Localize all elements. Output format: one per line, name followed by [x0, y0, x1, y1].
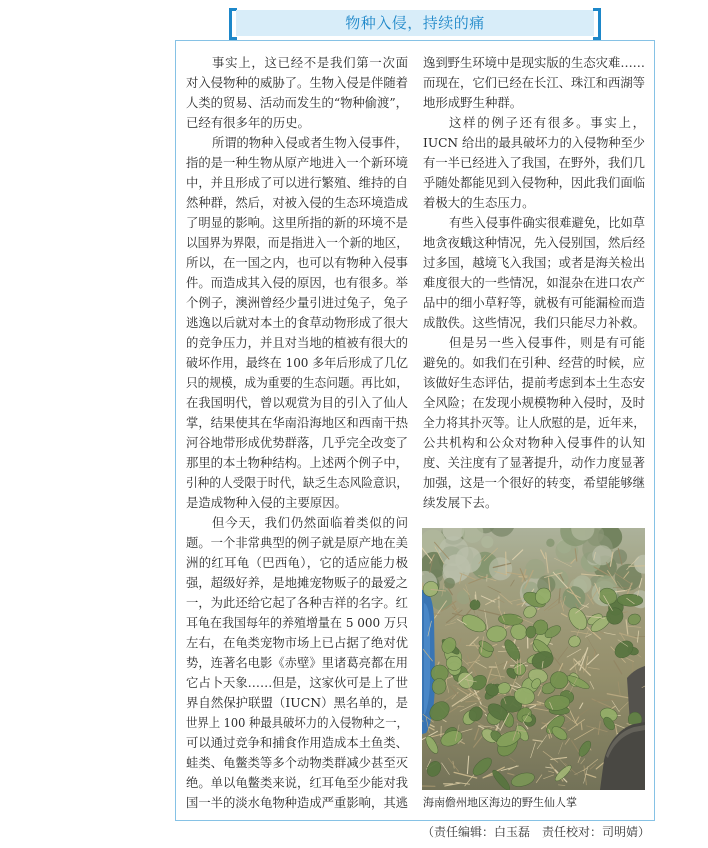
text-line — [423, 333, 645, 353]
text-line-content: 已经有很多年的历史。 — [186, 115, 310, 130]
text-line — [423, 473, 645, 493]
text-line — [186, 113, 408, 133]
text-line-content: 界自然保护联盟（IUCN）黑名单的，是 — [186, 695, 409, 710]
text-line-content: 洲的红耳龟（巴西龟），它的适应能力极 — [186, 555, 409, 570]
text-line-content: 蛙类、龟鳖类等多个动物类群减少甚至灭 — [186, 755, 408, 770]
text-line-content: 所谓的物种入侵或者生物入侵事件， — [212, 135, 408, 150]
text-line-content: 这样的例子还有很多。事实上， — [449, 115, 647, 130]
text-line-content: 可以通过竞争和捕食作用造成本土鱼类、 — [186, 735, 408, 750]
text-line-content: 是造成物种入侵的主要原因。 — [186, 495, 348, 510]
text-line — [186, 173, 408, 193]
text-line — [186, 293, 408, 313]
text-line-content: 国一半的淡水龟物种造成严重影响，其逃 — [186, 795, 408, 810]
text-line — [186, 213, 408, 233]
article-column-left — [186, 53, 408, 813]
text-line-content: 掌，结果使其在华南沿海地区和西南干热 — [186, 415, 408, 430]
paragraph — [423, 333, 645, 513]
text-line-content: 世界上 100 种最具破坏力的入侵物种之一， — [186, 715, 408, 730]
text-line — [423, 273, 645, 293]
text-line-content: 成散佚。这些情况，我们只能尽力补救。 — [423, 315, 645, 330]
text-line-content: 那里的本土物种结构。上述两个例子中， — [186, 455, 408, 470]
text-line — [186, 433, 408, 453]
text-line — [186, 693, 408, 713]
text-line — [186, 133, 408, 153]
text-line-content: 一，为此还给它起了各种吉祥的名字。红 — [186, 595, 408, 610]
banner-bracket-right — [593, 8, 601, 40]
text-line-content: 只的规模，成为重要的生态问题。再比如， — [186, 375, 408, 390]
text-line-content: 对入侵物种的威胁了。生物入侵是伴随着 — [186, 75, 408, 90]
text-line — [423, 53, 645, 73]
text-line — [423, 113, 645, 133]
text-line — [186, 453, 408, 473]
text-line — [423, 353, 645, 373]
text-line — [423, 73, 645, 93]
text-line-content: 而现在，它们已经在长江、珠江和西湖等 — [423, 75, 645, 90]
text-line — [423, 433, 645, 453]
text-line-content: 指的是一种生物从原产地进入一个新环境 — [186, 155, 408, 170]
text-line — [186, 493, 408, 513]
text-line-content: 绝。单以龟鳖类来说，红耳龟至少能对我 — [186, 775, 408, 790]
text-line — [186, 473, 408, 493]
text-line — [423, 313, 645, 333]
paragraph — [423, 213, 645, 333]
text-line-content: 地形成野生种群。 — [423, 95, 523, 110]
text-line — [423, 373, 645, 393]
text-line — [186, 593, 408, 613]
text-line-content: 过多国，越境飞入我国；或者是海关检出 — [423, 255, 645, 270]
text-line — [186, 233, 408, 253]
text-line-content: 全风险；在发现小规模物种入侵时，及时 — [423, 395, 645, 410]
text-line-content: 势，连著名电影《赤壁》里诸葛亮都在用 — [186, 655, 408, 670]
paragraph — [423, 53, 645, 113]
text-line-content: 事实上，这已经不是我们第一次面 — [212, 55, 409, 70]
text-line — [186, 413, 408, 433]
text-line — [186, 553, 408, 573]
text-line-content: 乎随处都能见到入侵物种，因此我们面临 — [423, 175, 645, 190]
text-line — [423, 413, 645, 433]
text-line-content: 左右，在龟类宠物市场上已占据了绝对优 — [186, 635, 408, 650]
text-line — [186, 733, 408, 753]
text-line — [423, 93, 645, 113]
text-line-content: 强，超级好养，是地摊宠物贩子的最爱之 — [186, 575, 408, 590]
text-line-content: 有一半已经进入了我国，在野外，我们几 — [423, 155, 645, 170]
text-line — [186, 273, 408, 293]
text-line-content: 了明显的影响。这里所指的新的环境不是 — [186, 215, 408, 230]
text-line — [186, 613, 408, 633]
section-title: 物种入侵，持续的痛 — [345, 14, 485, 32]
text-line-content: 人类的贸易、活动而发生的“物种偷渡”， — [186, 95, 408, 110]
text-line-content: 加强，这是一个很好的转变，希望能够继 — [423, 475, 645, 490]
cactus-photo-illustration — [422, 528, 645, 790]
text-line — [423, 493, 645, 513]
text-line-content: 避免的。如我们在引种、经营的时候，应 — [423, 355, 645, 370]
text-line-content: 耳龟在我国每年的养殖增量在 5 000 万只 — [186, 615, 408, 630]
text-line-content: 在我国明代，曾以观赏为目的引入了仙人 — [186, 395, 408, 410]
text-line — [186, 333, 408, 353]
text-line — [186, 193, 408, 213]
text-line-content: 它占卜天象……但是，这家伙可是上了世 — [186, 675, 408, 690]
text-line — [423, 453, 645, 473]
text-line — [186, 253, 408, 273]
text-line-content: 着极大的生态压力。 — [423, 195, 535, 210]
text-line — [423, 193, 645, 213]
text-line — [186, 353, 408, 373]
text-line-content: 难度很大的一些情况，如混杂在进口农产 — [423, 275, 645, 290]
text-line-content: 所以，在一国之内，也可以有物种入侵事 — [186, 255, 408, 270]
paragraph — [186, 133, 408, 513]
text-line — [186, 533, 408, 553]
text-line — [423, 173, 645, 193]
text-line — [186, 673, 408, 693]
text-line — [186, 793, 408, 813]
text-line — [186, 633, 408, 653]
text-line — [186, 53, 408, 73]
text-line — [186, 313, 408, 333]
text-line — [186, 373, 408, 393]
text-line — [186, 653, 408, 673]
text-line-content: 个例子，澳洲曾经少量引进过兔子，兔子 — [186, 295, 408, 310]
text-line-content: 以国界为界限，而是指进入一个新的地区， — [186, 235, 408, 250]
cactus-photo — [422, 528, 645, 790]
text-line — [423, 213, 645, 233]
text-line — [423, 393, 645, 413]
text-line-content: 引种的人受限于时代，缺乏生态风险意识， — [186, 475, 408, 490]
text-line-content: 品中的细小草籽等，就极有可能漏检而造 — [423, 295, 645, 310]
text-line-content: 全力将其扑灭等。让人欣慰的是，近年来， — [423, 415, 645, 430]
text-line-content: 破坏作用，最终在 100 多年后形成了几亿 — [186, 355, 408, 370]
text-line-content: 但今天，我们仍然面临着类似的问 — [212, 515, 409, 530]
text-line — [423, 253, 645, 273]
text-line — [186, 513, 408, 533]
photo-haze — [422, 528, 645, 790]
paragraph — [186, 513, 408, 813]
text-line-content: 度、关注度有了显著提升，动作力度显著 — [423, 455, 645, 470]
text-line — [186, 753, 408, 773]
text-line — [186, 773, 408, 793]
text-line-content: 逸到野生环境中是现实版的生态灾难…… — [423, 55, 645, 70]
text-line — [423, 233, 645, 253]
article-column-right — [423, 53, 645, 513]
text-line-content: 公共机构和公众对物种入侵事件的认知 — [423, 435, 646, 450]
text-line-content: 地贪夜蛾这种情况，先入侵别国，然后经 — [423, 235, 645, 250]
text-line — [186, 153, 408, 173]
text-line — [186, 93, 408, 113]
text-line — [186, 713, 408, 733]
paragraph — [423, 113, 645, 213]
text-line-content: 然种群，然后，对被入侵的生态环境造成 — [186, 195, 408, 210]
text-line — [423, 133, 645, 153]
editor-credits: （责任编辑：白玉磊 责任校对：司明婧） — [421, 825, 650, 839]
text-line-content: 中，并且形成了可以进行繁殖、维持的自 — [186, 175, 408, 190]
section-banner — [236, 10, 594, 36]
text-line-content: 但是另一些入侵事件，则是有可能 — [449, 335, 646, 350]
text-line-content: 河谷地带形成优势群落，几乎完全改变了 — [186, 435, 408, 450]
text-line-content: 有些入侵事件确实很难避免，比如草 — [449, 215, 645, 230]
text-line — [423, 153, 645, 173]
text-line-content: 逃逸以后就对本土的食草动物形成了很大 — [186, 315, 408, 330]
text-line-content: 续发展下去。 — [423, 495, 498, 510]
paragraph — [186, 53, 408, 133]
text-line — [423, 293, 645, 313]
text-line — [186, 73, 408, 93]
text-line — [186, 393, 408, 413]
text-line-content: 的竞争压力，并且对当地的植被有很大的 — [186, 335, 408, 350]
text-line-content: IUCN 给出的最具破坏力的入侵物种至少 — [423, 135, 645, 150]
photo-caption: 海南儋州地区海边的野生仙人掌 — [423, 796, 577, 809]
text-line-content: 该做好生态评估，提前考虑到本土生态安 — [423, 375, 645, 390]
text-line-content: 题。一个非常典型的例子就是原产地在美 — [186, 535, 408, 550]
text-line-content: 件。而造成其入侵的原因，也有很多。举 — [186, 275, 408, 290]
text-line — [186, 573, 408, 593]
